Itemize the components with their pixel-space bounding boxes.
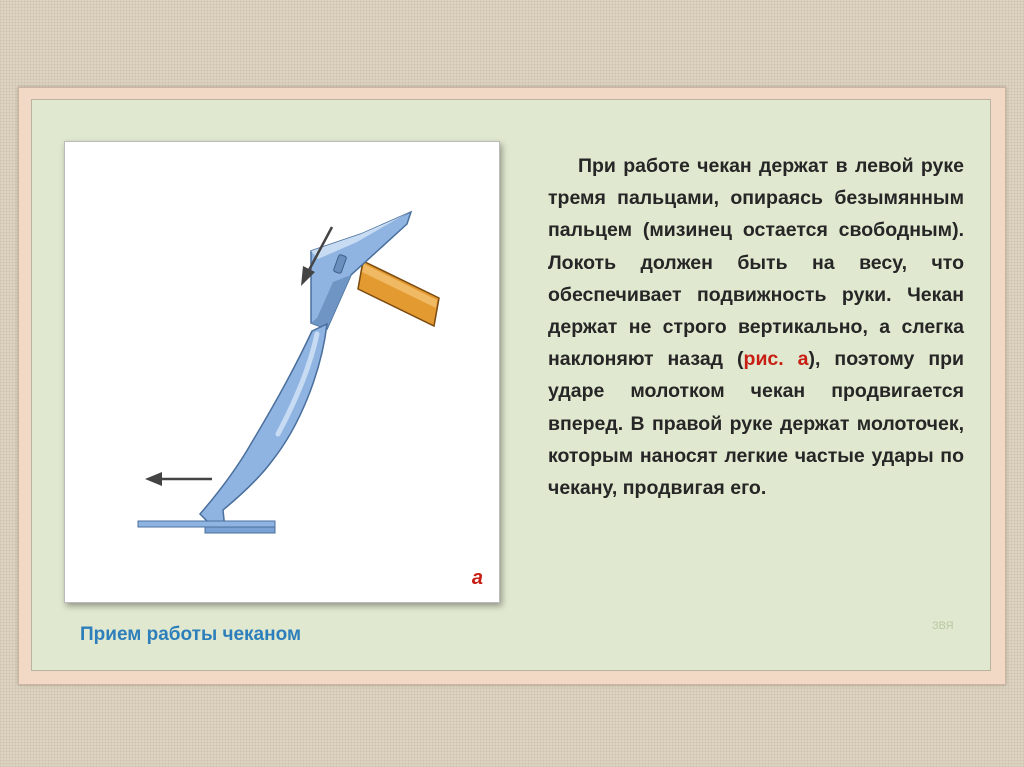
figure-reference: рис. а	[743, 348, 809, 371]
figure-caption: Прием работы чеканом	[80, 624, 302, 645]
watermark: ЗВЯ	[932, 620, 954, 632]
paragraph-text-start: При работе чекан держат в левой руке тремя пальцами, опираясь безымянным пальцем (мизинец остается свободным). Локоть должен быть на весу, что обеспечивает подвижность руки. Чекан держат не строго вертикально, а слегка наклоняют назад (	[548, 155, 964, 371]
chisel	[200, 324, 327, 529]
chisel-illustration	[65, 142, 499, 602]
arrow-left	[145, 472, 212, 486]
slide-frame	[18, 87, 1006, 685]
slide	[31, 99, 991, 671]
figure-letter: а	[471, 567, 483, 589]
hammer-handle	[358, 261, 439, 326]
description-paragraph	[548, 150, 964, 504]
figure-panel	[64, 141, 500, 603]
workpiece-plate	[138, 521, 275, 533]
paragraph-text-end: ), поэтому при ударе молотком чекан продвигается вперед. В правой руке держат молоточек, которым наносят легкие частые удары по чекану, продвигая его.	[548, 348, 964, 500]
